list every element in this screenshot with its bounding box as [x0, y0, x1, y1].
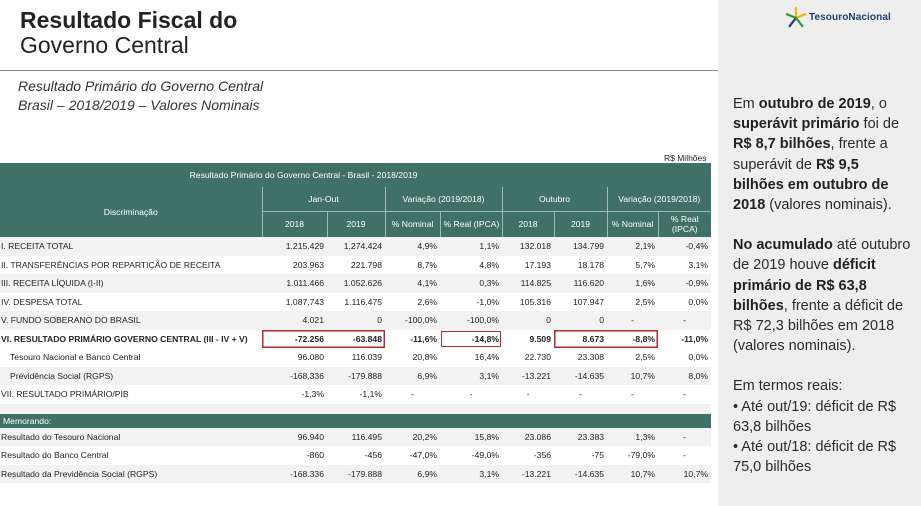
subtitle-line2: Brasil – 2018/2019 – Valores Nominais: [18, 97, 260, 113]
value-cell: -11,0%: [681, 333, 709, 344]
memo-label: Memorando:: [0, 414, 711, 428]
value-cell: 0,3%: [440, 274, 502, 293]
value-cell: 221.798: [350, 259, 382, 270]
table-label: Tesouro Nacional e Banco Central: [10, 352, 141, 363]
value-cell: 10,7%: [658, 465, 711, 484]
value-cell: 22.730: [524, 352, 551, 363]
value-cell: 96.940: [262, 428, 327, 447]
table-subtitle: [18, 77, 263, 115]
subtitle-line1: Resultado Primário do Governo Central: [18, 78, 264, 94]
value-cell: 132.018: [502, 237, 554, 256]
tesouro-logo: [785, 6, 891, 28]
value-cell: 6,9%: [385, 465, 440, 484]
value-cell: 8.673: [554, 330, 607, 349]
memo-header-row: [0, 414, 711, 428]
value-cell: -13.221: [502, 367, 554, 386]
value-cell: 20,8%: [412, 352, 437, 363]
value-cell: 10,7%: [607, 465, 658, 484]
table-band-title: Resultado Primário do Governo Central - Brasil - 2018/2019: [0, 163, 607, 187]
value-cell: 3,1%: [688, 259, 709, 270]
table-label: V. FUNDO SOBERANO DO BRASIL: [0, 311, 262, 330]
memo-label: Resultado do Banco Central: [1, 450, 109, 461]
table-label: II. TRANSFERÊNCIAS POR REPARTIÇÃO DE RECEITA: [1, 259, 221, 270]
col-header-nominal-a: % Nominal: [385, 211, 440, 237]
value-cell: 116.495: [327, 428, 385, 447]
value-cell: 9.509: [529, 333, 551, 344]
value-cell: -: [658, 428, 711, 447]
memo-row: [0, 428, 711, 447]
value-cell: -860: [306, 450, 324, 461]
value-cell: -47,0%: [409, 450, 437, 461]
col-group-outubro: Outubro: [502, 187, 607, 211]
value-cell: 1.087.743: [285, 296, 324, 307]
col-header-discriminacao: Discriminação: [0, 187, 262, 237]
value-cell: -100,0%: [385, 311, 440, 330]
table-label: VII. RESULTADO PRIMÁRIO/PIB: [1, 389, 129, 400]
title-divider: [0, 70, 718, 71]
col-group-variacao-1: Variação (2019/2018): [385, 187, 502, 211]
value-cell: -: [579, 389, 582, 400]
value-cell: 0,0%: [688, 296, 709, 307]
value-cell: 23.086: [502, 428, 554, 447]
value-cell: 1.052.626: [327, 274, 385, 293]
table-row: [0, 348, 711, 367]
col-header-2018-a: 2018: [262, 211, 327, 237]
summary-paragraph-3: [733, 376, 913, 477]
value-cell: 1,1%: [440, 237, 502, 256]
value-cell: 96.080: [297, 352, 324, 363]
value-cell: 15,8%: [440, 428, 502, 447]
table-row: [0, 293, 711, 312]
table-label: III. RECEITA LÍQUIDA (I-II): [0, 274, 262, 293]
col-header-real-b: % Real (IPCA): [658, 211, 711, 237]
page-title-line2: Governo Central: [20, 31, 189, 58]
value-cell: -14.635: [554, 465, 607, 484]
summary-text: [733, 94, 913, 477]
value-cell: -179.888: [327, 367, 385, 386]
value-cell: 2,5%: [635, 352, 656, 363]
value-cell: 18.178: [577, 259, 605, 270]
value-cell: -168.336: [262, 367, 327, 386]
value-cell: 3,1%: [440, 367, 502, 386]
real-terms-heading: Em termos reais:: [733, 378, 843, 395]
col-header-nominal-b: % Nominal: [607, 211, 658, 237]
value-cell: -79,0%: [627, 450, 656, 461]
value-cell: 4,9%: [385, 237, 440, 256]
value-cell: 1.116.475: [344, 296, 382, 307]
value-cell: -1,0%: [476, 296, 499, 307]
table-row: [0, 330, 711, 349]
value-cell: 1,3%: [607, 428, 658, 447]
value-cell: 23.308: [577, 352, 605, 363]
memo-row: [0, 465, 711, 484]
value-cell: -: [469, 389, 473, 400]
value-cell: -179.888: [327, 465, 385, 484]
col-header-2018-b: 2018: [502, 211, 554, 237]
star-icon: [785, 6, 807, 28]
table-label: VI. RESULTADO PRIMÁRIO GOVERNO CENTRAL (III - IV + V): [1, 333, 248, 344]
value-cell: -1,1%: [359, 389, 382, 400]
memo-label: Resultado da Previdência Social (RGPS): [0, 465, 262, 484]
value-cell: 105.316: [519, 296, 551, 307]
value-cell: 3,1%: [440, 465, 502, 484]
value-cell: -63.848: [327, 330, 385, 349]
table-row: [0, 311, 711, 330]
table-label: Previdência Social (RGPS): [0, 367, 262, 386]
value-cell: -: [631, 389, 634, 400]
table-row: [0, 367, 711, 386]
value-cell: 23.383: [554, 428, 607, 447]
value-cell: -456: [364, 450, 382, 461]
value-cell: 1.215.429: [262, 237, 327, 256]
value-cell: 4,8%: [479, 259, 499, 270]
table-row: [0, 237, 711, 256]
value-cell: -: [683, 450, 686, 461]
col-header-real-a: % Real (IPCA): [440, 211, 502, 237]
value-cell: -1,3%: [301, 389, 324, 400]
real-terms-item-2: • Até out/18: déficit de R$ 75,0 bilhões: [733, 439, 897, 476]
value-cell: 0: [327, 311, 385, 330]
table-band: [0, 163, 711, 187]
value-cell: -168.336: [262, 465, 327, 484]
col-header-2019-a: 2019: [327, 211, 385, 237]
value-cell: 1.274.424: [327, 237, 385, 256]
value-cell: 6,9%: [385, 367, 440, 386]
table-label: I. RECEITA TOTAL: [0, 237, 262, 256]
value-cell: -100,0%: [440, 311, 502, 330]
value-cell: 0: [554, 311, 607, 330]
value-cell: 107.947: [572, 296, 605, 307]
spacer-row: [0, 404, 711, 414]
value-cell: 20,2%: [385, 428, 440, 447]
summary-paragraph-1: Em outubro de 2019, o superávit primário foi de R$ 8,7 bilhões, frente a superávit de R$ 9,5 bilhões em outubro de 2018 (valores nominais).: [733, 96, 900, 214]
page-title: [20, 8, 237, 58]
value-cell: 116.620: [554, 274, 607, 293]
summary-paragraph-2: No acumulado até outubro de 2019 houve déficit primário de R$ 63,8 bilhões, frente a déficit de R$ 72,3 bilhões em 2018 (valores nominais).: [733, 237, 911, 355]
table-row: [0, 385, 711, 404]
logo-text: TesouroNacional: [809, 11, 891, 23]
fiscal-result-table: [0, 163, 711, 483]
value-cell: -0,9%: [658, 274, 711, 293]
value-cell: 4.021: [262, 311, 327, 330]
header-row-groups: [0, 187, 711, 211]
value-cell: 0: [502, 311, 554, 330]
value-cell: -14,8%: [440, 330, 502, 349]
memo-label: Resultado do Tesouro Nacional: [0, 428, 262, 447]
value-cell: 2,5%: [635, 296, 656, 307]
value-cell: 2,1%: [607, 237, 658, 256]
units-label: R$ Milhões: [664, 153, 707, 163]
page-title-line1: Resultado Fiscal do: [20, 7, 238, 33]
value-cell: -14.635: [554, 367, 607, 386]
value-cell: 8,7%: [417, 259, 437, 270]
memo-row: [0, 446, 711, 465]
value-cell: 1.011.466: [262, 274, 327, 293]
value-cell: 8,0%: [658, 367, 711, 386]
value-cell: 0,0%: [688, 352, 709, 363]
col-group-jan-out: Jan-Out: [262, 187, 385, 211]
value-cell: 4,1%: [385, 274, 440, 293]
value-cell: 2,6%: [417, 296, 437, 307]
value-cell: -: [411, 389, 414, 400]
value-cell: 116.039: [351, 352, 382, 363]
value-cell: -11,6%: [410, 333, 437, 344]
value-cell: 114.825: [502, 274, 554, 293]
value-cell: -72.256: [262, 330, 327, 349]
col-header-2019-b: 2019: [554, 211, 607, 237]
table-label: IV. DESPESA TOTAL: [1, 296, 83, 307]
value-cell: -: [683, 389, 686, 400]
value-cell: 10,7%: [607, 367, 658, 386]
value-cell: -0,4%: [658, 237, 711, 256]
table-band-blank: [607, 163, 711, 187]
value-cell: -: [658, 311, 711, 330]
col-group-variacao-2: Variação (2019/2018): [607, 187, 711, 211]
value-cell: -: [607, 311, 658, 330]
value-cell: -13.221: [502, 465, 554, 484]
value-cell: -49,0%: [471, 450, 499, 461]
value-cell: -75: [591, 450, 605, 461]
real-terms-item-1: • Até out/19: déficit de R$ 63,8 bilhões: [733, 398, 897, 435]
table-row: [0, 256, 711, 275]
value-cell: 1,6%: [607, 274, 658, 293]
value-cell: 134.799: [554, 237, 607, 256]
value-cell: 203.963: [292, 259, 324, 270]
value-cell: 5,7%: [635, 259, 656, 270]
value-cell: -8,8%: [607, 330, 658, 349]
value-cell: -: [526, 389, 530, 400]
value-cell: 16,4%: [474, 352, 499, 363]
value-cell: 17.193: [524, 259, 551, 270]
table-row: [0, 274, 711, 293]
value-cell: -356: [533, 450, 551, 461]
